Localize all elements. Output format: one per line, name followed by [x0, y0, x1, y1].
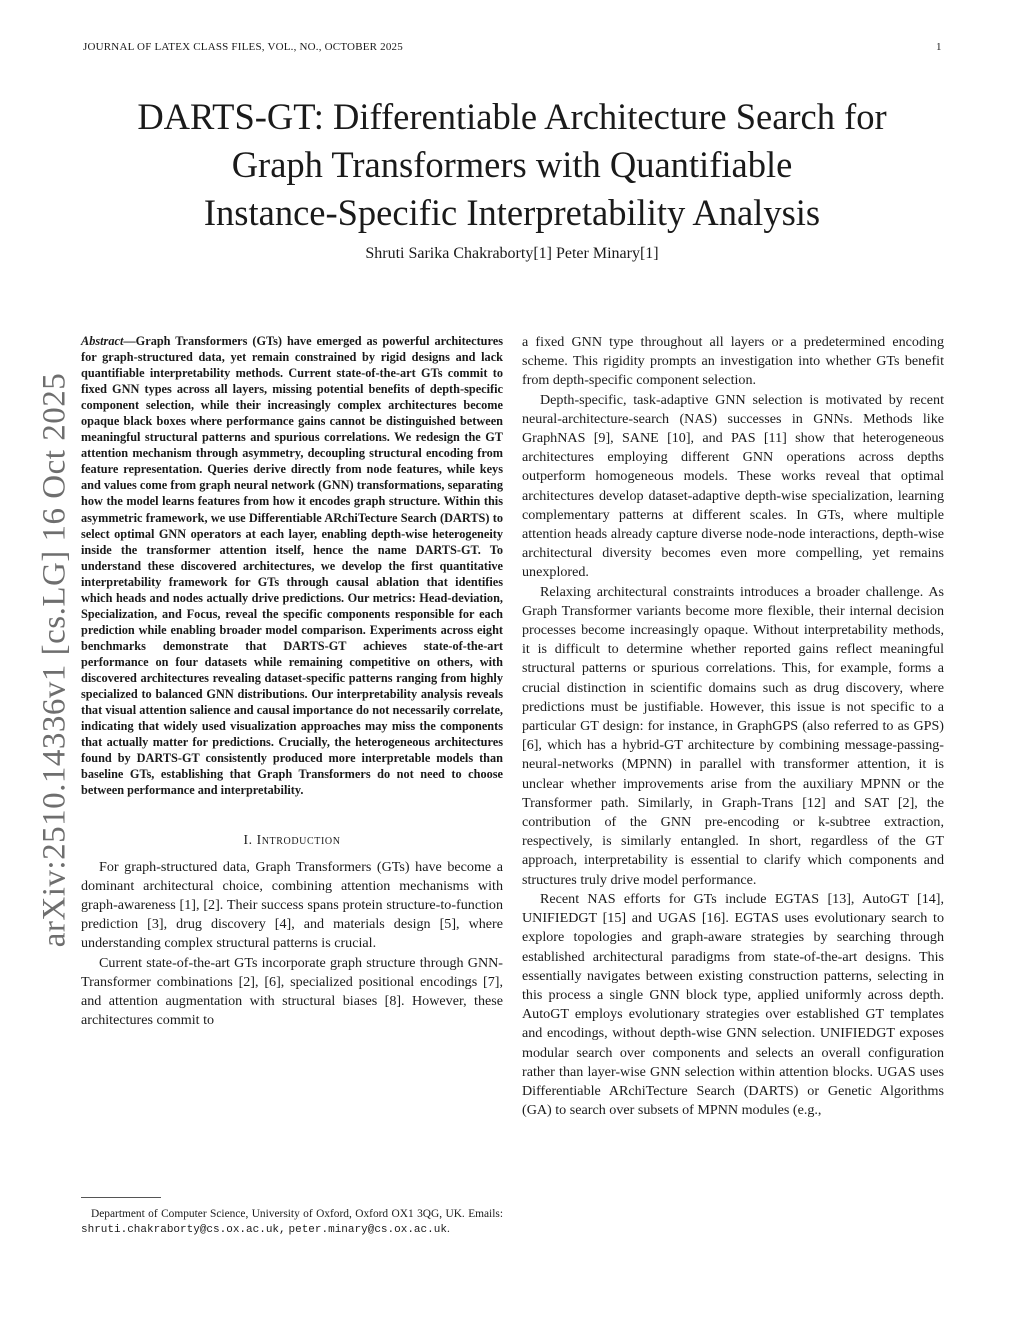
running-header: JOURNAL OF LATEX CLASS FILES, VOL., NO., OCTOBER 2025 — [83, 41, 403, 53]
intro-paragraph-1: For graph-structured data, Graph Transformers (GTs) have become a dominant architectural choice, combining attention mechanisms with graph-awareness [1], [2]. Their success spans protein structure-to-function prediction [3], drug discovery [4], and materials design [5], where understanding complex structural patterns is crucial. — [81, 858, 503, 952]
abstract — [81, 333, 503, 798]
title-line-2: Graph Transformers with Quantifiable — [231, 144, 793, 185]
intro-paragraph-5: Recent NAS efforts for GTs include EGTAS [13], AutoGT [14], UNIFIEDGT [15] and UGAS [16]. EGTAS uses evolutionary search to explore topologies and graph-aware strategies by searching through established architectural paradigms from state-of-the-art designs. This essentially navigates between existing construction patterns, selecting in this process a single GNN block type, applied uniformly across depth. AutoGT employs evolutionary strategies over established GT templates and encodings, without depth-wise GNN selection. UNIFIEDGT exposes modular search over components and selects an overall configuration rather than layer-wise GNN selection within attention blocks. UGAS uses Differentiable ARchiTecture Search (DARTS) or Genetic Algorithms (GA) to search over subsets of MPNN modules (e.g., — [522, 890, 944, 1119]
section-name: Introduction — [256, 832, 341, 848]
author-email-2[interactable]: peter.minary@cs.ox.ac.uk — [288, 1224, 447, 1236]
author-email-1[interactable]: shruti.chakraborty@cs.ox.ac.uk, — [81, 1224, 286, 1236]
footnote-text: Department of Computer Science, University of Oxford, Oxford OX1 3QG, UK. Emails: — [91, 1208, 503, 1220]
intro-paragraph-4: Relaxing architectural constraints introduces a broader challenge. As Graph Transformer variants become more flexible, their internal decision processes become increasingly opaque. Without interpretability methods, it is difficult to determine whether reported gains reflect meaningful structural patterns or spurious correlations. This, for example, forms a crucial distinction in scientific domains such as drug discovery, where predictions must be justifiable. However, this issue is not specific to a particular GT design: for instance, in GraphGPS (also referred to as GPS) [6], which has a hybrid-GT architecture by combining message-passing-neural-networks (MPNN) in parallel with transformer attention, it is unclear whether improvements arise from the auxiliary MPNN or the Transformer path. Similarly, in Graph-Trans [12] and SAT [2], the contribution of the GNN pre-encoding or k-subtree extraction, respectively, is similarly entangled. In short, regardless of the GT approach, interpretability is essential to clarify which components and structures truly drive model performance. — [522, 583, 944, 888]
arxiv-stamp: arXiv:2510.14336v1 [cs.LG] 16 Oct 2025 — [36, 372, 73, 948]
right-column — [522, 333, 944, 1120]
intro-continuation: a fixed GNN type throughout all layers or a predetermined encoding scheme. This rigidity prompts an investigation into whether GTs benefit from depth-specific component selection. — [522, 334, 944, 389]
abstract-text: —Graph Transformers (GTs) have emerged as powerful architectures for graph-structured data, yet remain constrained by rigid designs and lack quantifiable interpretability methods. Current state-of-the-art GTs commit to fixed GNN types across all layers, missing potential benefits of depth-specific component selection, while their increasingly complex architectures become opaque black boxes where performance gains cannot be distinguished between meaningful structural patterns and spurious correlations. We redesign the GT attention mechanism through asymmetry, decoupling structural encoding from feature representation. Queries derive directly from node features, while keys and values come from graph neural network (GNN) transformations, separating how the model learns features from how it encodes graph structure. Within this asymmetric framework, we use Differentiable ARchiTecture Search (DARTS) to select optimal GNN operators at each layer, enabling depth-wise heterogeneity inside the transformer attention itself, hence the name DARTS-GT. To understand these discovered architectures, we develop the first quantitative interpretability framework for GTs through causal ablation that identifies which heads and nodes actually drive predictions. Our metrics: Head-deviation, Specialization, and Focus, reveal the specific components responsible for each prediction while enabling broader model comparison. Experiments across eight benchmarks demonstrate that DARTS-GT achieves state-of-the-art performance on four datasets while remaining competitive on others, with discovered architectures revealing dataset-specific patterns ranging from highly specialized to balanced GNN distributions. Our interpretability analysis reveals that visual attention salience and causal importance do not necessarily correlate, indicating that widely used visualization approaches may miss the components that actually matter for predictions. Crucially, the heterogeneous architectures found by DARTS-GT consistently produced more interpretable models than baseline GTs, establishing that Graph Transformers do not need to choose between performance and interpretability. — [81, 334, 503, 798]
left-column — [81, 333, 503, 1030]
page-number: 1 — [936, 41, 942, 53]
abstract-lead: Abstract — [81, 334, 124, 348]
footnote-rule — [81, 1197, 161, 1198]
title-line-1: DARTS-GT: Differentiable Architecture Search for — [137, 96, 887, 137]
footnote-end: . — [446, 1223, 450, 1235]
intro-paragraph-3: Depth-specific, task-adaptive GNN selection is motivated by recent neural-architecture-search (NAS) successes in GNNs. Methods like GraphNAS [9], SANE [10], and PAS [11] show that heterogeneous architectures employing different GNN operations across depths outperform homogeneous models. These works reveal that optimal architectures develop dataset-adaptive depth-wise specialization, learning complementary patterns at different scales. In GTs, where multiple attention heads already capture diverse node-node interactions, depth-wise architectural diversity becomes even more compelling, yet remains unexplored. — [522, 391, 944, 581]
author-list: Shruti Sarika Chakraborty[1] Peter Minary[1] — [365, 245, 659, 262]
section-numeral: I. — [243, 832, 253, 848]
intro-paragraph-2: Current state-of-the-art GTs incorporate graph structure through GNN-Transformer combinations [2], [6], specialized positional encodings [7], and attention augmentation with structural biases [8]. However, these architectures commit to — [81, 954, 503, 1029]
section-heading-introduction — [81, 830, 503, 849]
affiliation-footnote — [81, 1207, 503, 1238]
title-line-3: Instance-Specific Interpretability Analysis — [203, 192, 821, 233]
paper-title — [60, 93, 964, 237]
